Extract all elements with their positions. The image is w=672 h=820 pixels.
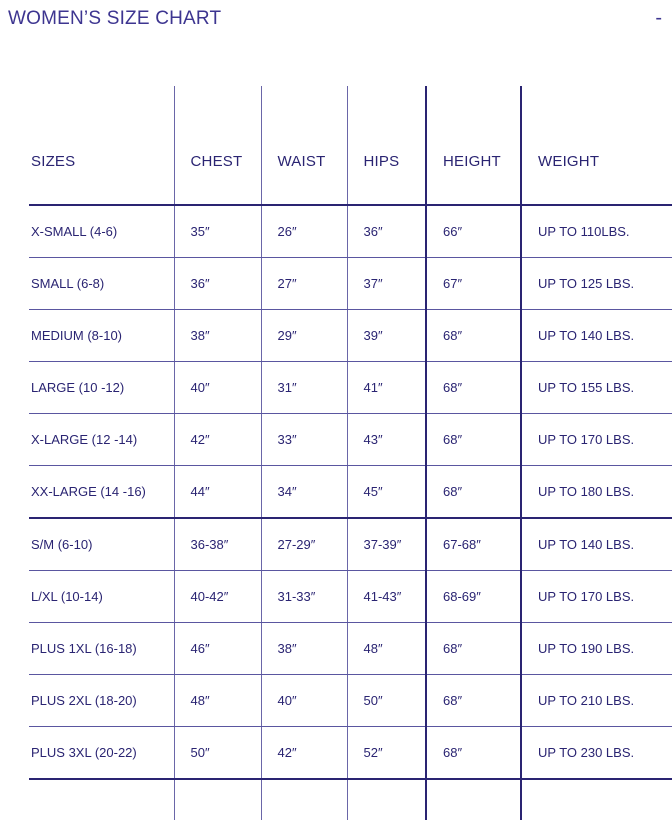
- weight-cell: UP TO 170 LBS.: [521, 571, 672, 623]
- table-row: [29, 571, 672, 623]
- size-chart-table: [29, 86, 672, 820]
- hips-cell: 37″: [347, 258, 426, 310]
- column-header-hips: HIPS: [347, 119, 426, 205]
- size-chart-header[interactable]: [8, 6, 664, 32]
- height-cell: 66″: [426, 205, 521, 258]
- weight-cell: UP TO 170 LBS.: [521, 414, 672, 466]
- table-row: [29, 258, 672, 310]
- waist-cell: 31-33″: [261, 571, 347, 623]
- weight-cell: UP TO 125 LBS.: [521, 258, 672, 310]
- waist-cell: 38″: [261, 623, 347, 675]
- chest-cell: 48″: [174, 675, 261, 727]
- table-row: [29, 310, 672, 362]
- hips-cell: 37-39″: [347, 518, 426, 571]
- table-row: [29, 362, 672, 414]
- size-cell: X-LARGE (12 -14): [29, 414, 174, 466]
- hips-cell: 39″: [347, 310, 426, 362]
- height-cell: 68″: [426, 310, 521, 362]
- table-bottom-spacer-row: [29, 779, 672, 820]
- size-cell: LARGE (10 -12): [29, 362, 174, 414]
- size-cell: PLUS 1XL (16-18): [29, 623, 174, 675]
- chest-cell: 40-42″: [174, 571, 261, 623]
- hips-cell: 48″: [347, 623, 426, 675]
- height-cell: 68″: [426, 727, 521, 780]
- height-cell: 68″: [426, 362, 521, 414]
- hips-cell: 43″: [347, 414, 426, 466]
- waist-cell: 26″: [261, 205, 347, 258]
- table-row: [29, 414, 672, 466]
- column-header-waist: WAIST: [261, 119, 347, 205]
- hips-cell: 52″: [347, 727, 426, 780]
- size-cell: L/XL (10-14): [29, 571, 174, 623]
- hips-cell: 41″: [347, 362, 426, 414]
- weight-cell: UP TO 140 LBS.: [521, 518, 672, 571]
- height-cell: 68″: [426, 675, 521, 727]
- size-chart-title: WOMEN’S SIZE CHART: [8, 8, 222, 29]
- table-row: [29, 205, 672, 258]
- hips-cell: 50″: [347, 675, 426, 727]
- weight-cell: UP TO 180 LBS.: [521, 466, 672, 519]
- column-header-chest: CHEST: [174, 119, 261, 205]
- weight-cell: UP TO 230 LBS.: [521, 727, 672, 780]
- waist-cell: 29″: [261, 310, 347, 362]
- column-header-sizes: SIZES: [29, 119, 174, 205]
- hips-cell: 36″: [347, 205, 426, 258]
- column-header-height: HEIGHT: [426, 119, 521, 205]
- height-cell: 67″: [426, 258, 521, 310]
- size-cell: PLUS 2XL (18-20): [29, 675, 174, 727]
- size-cell: X-SMALL (4-6): [29, 205, 174, 258]
- size-cell: PLUS 3XL (20-22): [29, 727, 174, 780]
- column-header-weight: WEIGHT: [521, 119, 672, 205]
- waist-cell: 27-29″: [261, 518, 347, 571]
- weight-cell: UP TO 210 LBS.: [521, 675, 672, 727]
- chest-cell: 35″: [174, 205, 261, 258]
- height-cell: 68-69″: [426, 571, 521, 623]
- size-cell: XX-LARGE (14 -16): [29, 466, 174, 519]
- hips-cell: 45″: [347, 466, 426, 519]
- chest-cell: 46″: [174, 623, 261, 675]
- weight-cell: UP TO 110LBS.: [521, 205, 672, 258]
- weight-cell: UP TO 140 LBS.: [521, 310, 672, 362]
- collapse-toggle-icon[interactable]: -: [655, 7, 662, 29]
- height-cell: 67-68″: [426, 518, 521, 571]
- table-row: [29, 518, 672, 571]
- weight-cell: UP TO 190 LBS.: [521, 623, 672, 675]
- height-cell: 68″: [426, 414, 521, 466]
- waist-cell: 40″: [261, 675, 347, 727]
- waist-cell: 27″: [261, 258, 347, 310]
- table-row: [29, 623, 672, 675]
- chest-cell: 50″: [174, 727, 261, 780]
- waist-cell: 31″: [261, 362, 347, 414]
- waist-cell: 34″: [261, 466, 347, 519]
- table-header-row: [29, 119, 672, 205]
- size-cell: SMALL (6-8): [29, 258, 174, 310]
- waist-cell: 33″: [261, 414, 347, 466]
- chest-cell: 44″: [174, 466, 261, 519]
- chest-cell: 38″: [174, 310, 261, 362]
- height-cell: 68″: [426, 623, 521, 675]
- height-cell: 68″: [426, 466, 521, 519]
- table-top-spacer-row: [29, 86, 672, 119]
- chest-cell: 36-38″: [174, 518, 261, 571]
- chest-cell: 42″: [174, 414, 261, 466]
- chest-cell: 40″: [174, 362, 261, 414]
- table-row: [29, 466, 672, 519]
- table-row: [29, 675, 672, 727]
- weight-cell: UP TO 155 LBS.: [521, 362, 672, 414]
- size-cell: S/M (6-10): [29, 518, 174, 571]
- table-row: [29, 727, 672, 780]
- waist-cell: 42″: [261, 727, 347, 780]
- size-cell: MEDIUM (8-10): [29, 310, 174, 362]
- chest-cell: 36″: [174, 258, 261, 310]
- hips-cell: 41-43″: [347, 571, 426, 623]
